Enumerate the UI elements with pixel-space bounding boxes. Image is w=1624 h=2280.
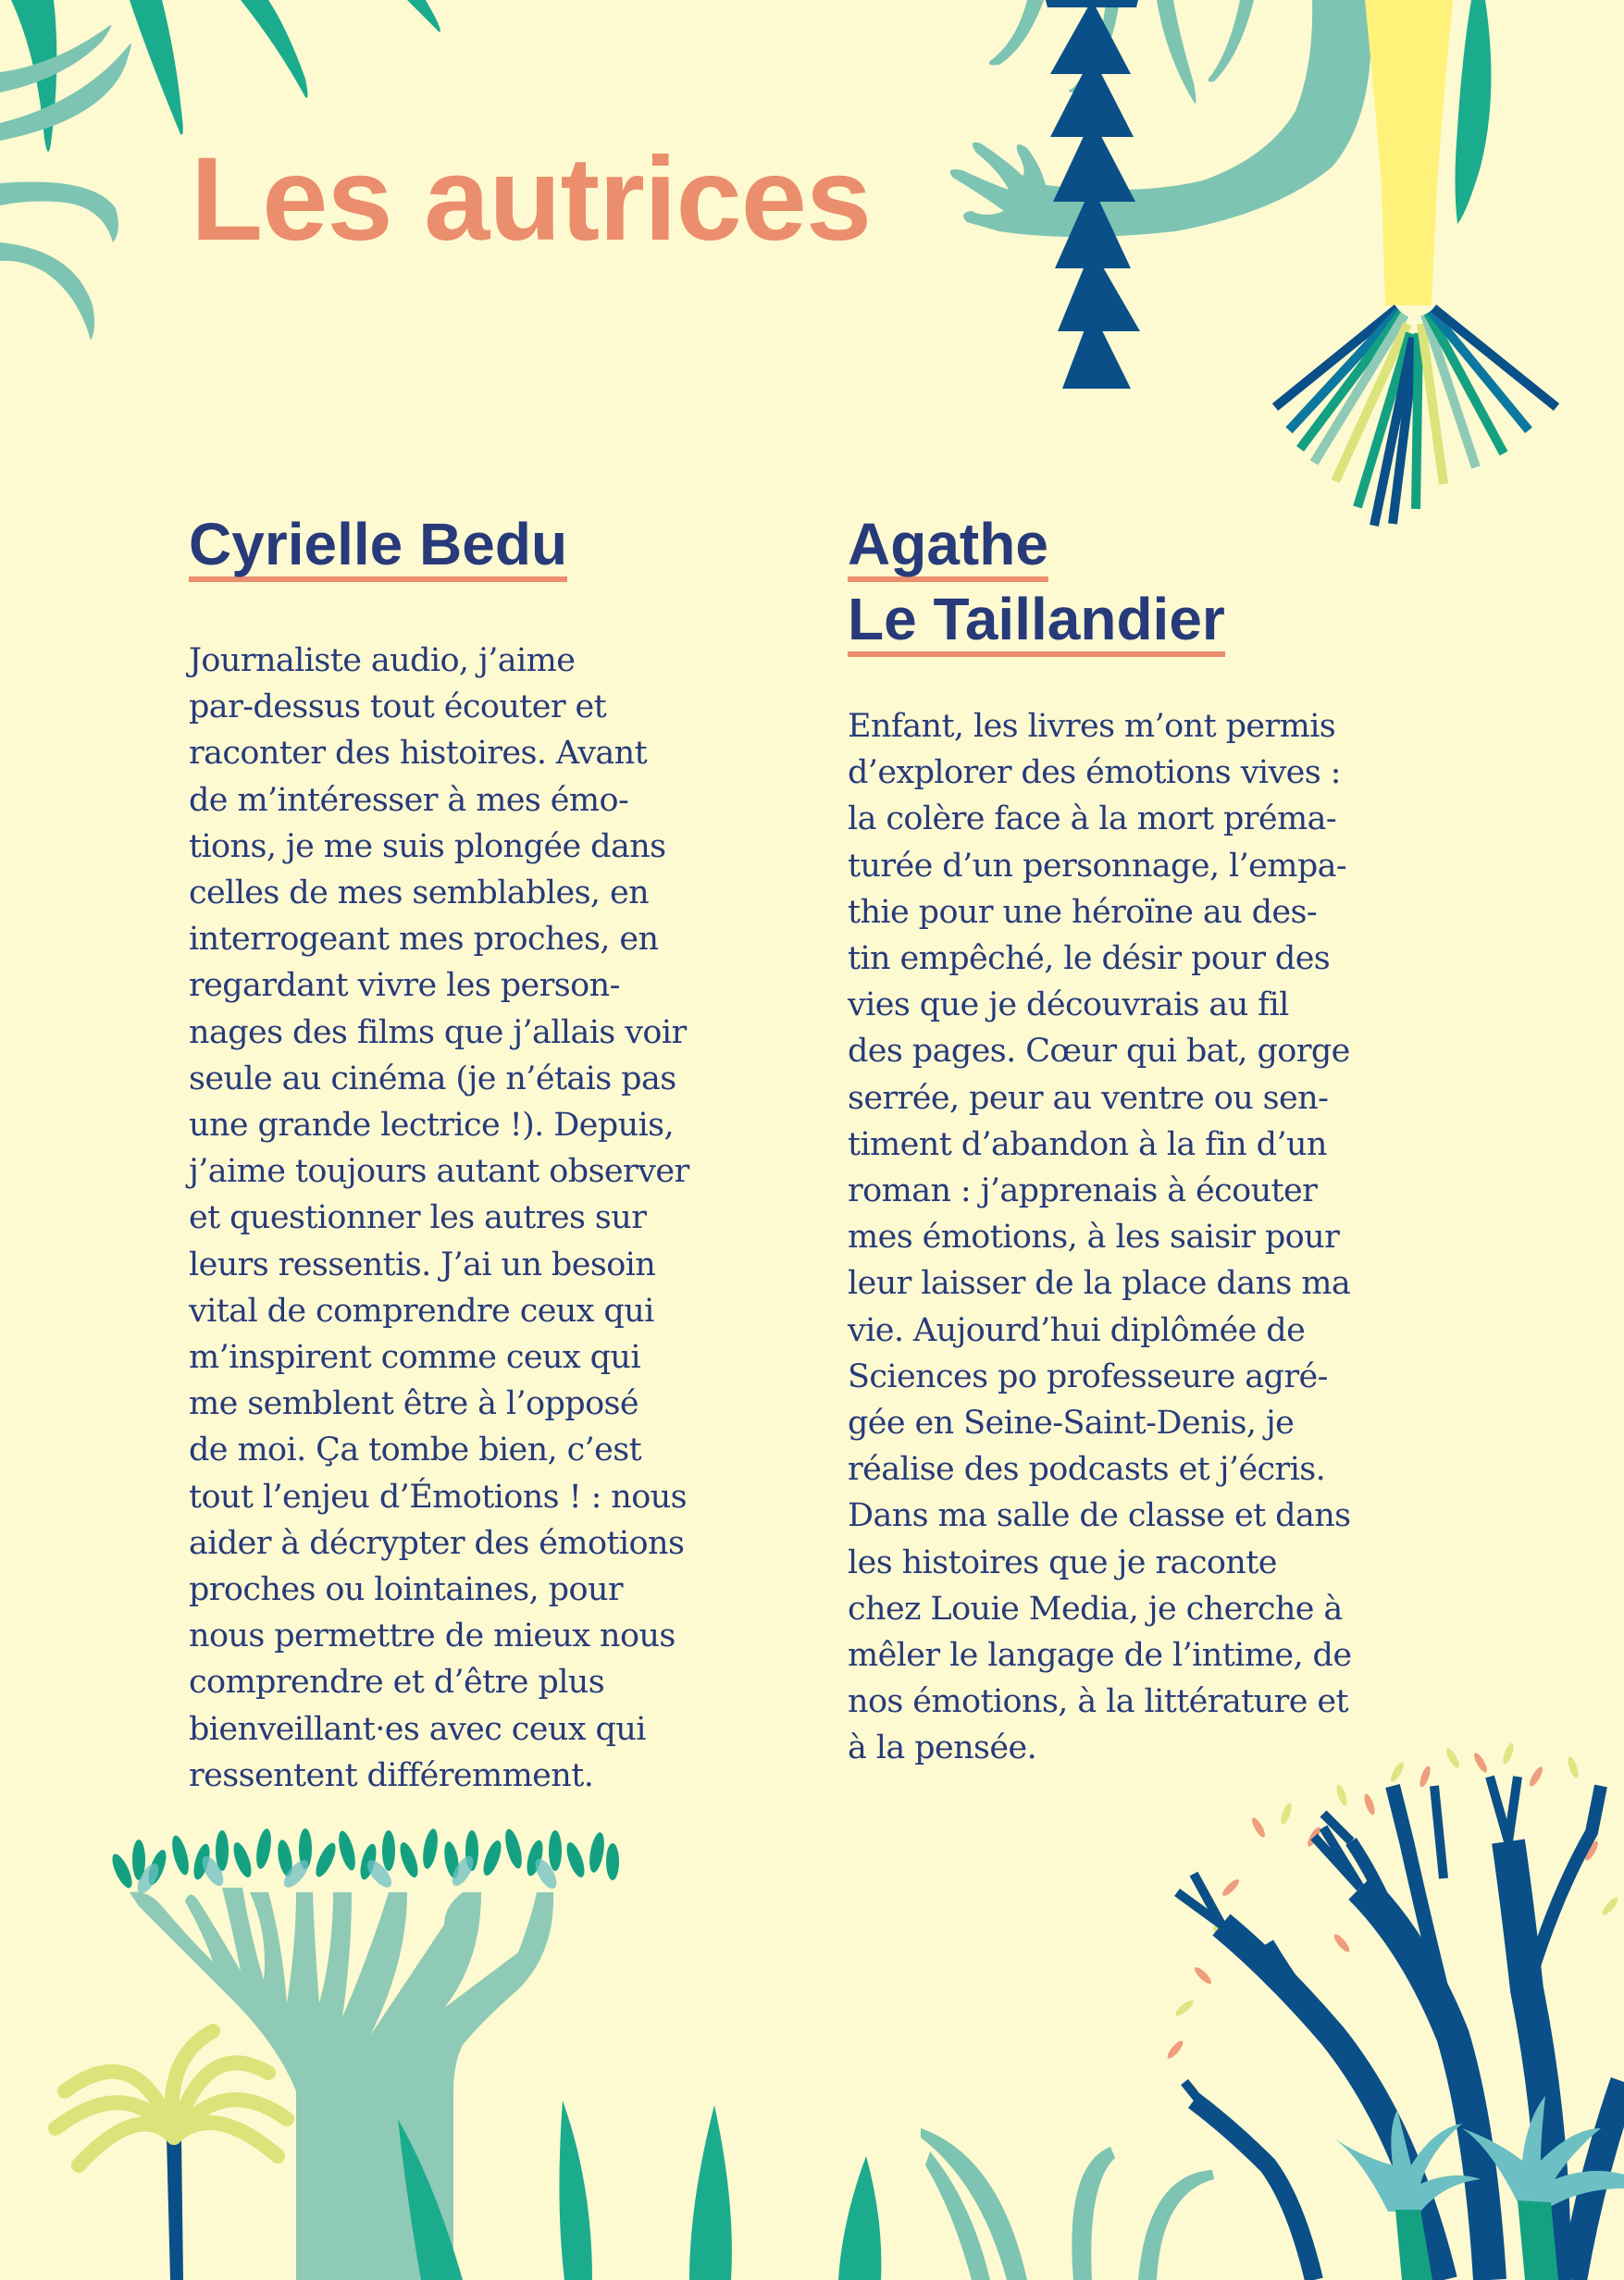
bio-line: par-dessus tout écouter et [189,688,607,726]
bio-line: nous permettre de mieux nous [189,1617,676,1655]
lime-palm-icon [56,2031,287,2280]
bio-line: une grande lectrice !). Depuis, [189,1107,675,1145]
bio-line: mêler le langage de l’intime, de [848,1637,1352,1675]
author-cyrielle-bedu [189,507,818,1799]
bio-line: celles de mes semblables, en [189,874,650,912]
bio-line: vie. Aujourd’hui diplômée de [848,1311,1306,1349]
author-bio [189,638,818,1799]
bio-line: bienveillant·es avec ceux qui [189,1710,646,1748]
page-title: Les autrices [191,133,872,266]
bio-line: réalise des podcasts et j’écris. [848,1451,1326,1489]
bio-line: mes émotions, à les saisir pour [848,1219,1340,1257]
bio-line: ressentent différemment. [189,1756,594,1794]
bio-line: Enfant, les livres m’ont permis [848,708,1336,745]
bio-line: tin empêché, le désir pour des [848,940,1331,978]
bio-line: à la pensée. [848,1729,1037,1767]
bio-line: de moi. Ça tombe bien, c’est [189,1431,642,1469]
bio-line: roman : j’apprenais à écouter [848,1172,1318,1210]
root-fan-icon [1275,0,1556,526]
author-name-line: Le Taillandier [848,587,1225,657]
bio-line: m’inspirent comme ceux qui [189,1339,640,1377]
bio-line: de m’intéresser à mes émo- [189,781,629,819]
bio-line: proches ou lointaines, pour [189,1571,624,1609]
bio-line: timent d’abandon à la fin d’un [848,1125,1327,1163]
bio-line: raconter des histoires. Avant [189,735,648,773]
bio-line: Dans ma salle de classe et dans [848,1497,1351,1535]
dragon-tree-icon [108,1828,619,2280]
bio-line: tout l’enjeu d’Émotions ! : nous [189,1478,687,1516]
bio-line: interrogeant mes proches, en [189,921,659,959]
bio-line: Journaliste audio, j’aime [189,642,576,679]
bio-line: regardant vivre les person- [189,967,620,1005]
bio-line: gée en Seine-Saint-Denis, je [848,1405,1295,1443]
bio-line: d’explorer des émotions vives : [848,754,1341,792]
bio-line: j’aime toujours autant observer [189,1153,689,1191]
bio-line: tions, je me suis plongée dans [189,827,666,865]
author-name-line: Cyrielle Bedu [189,512,567,582]
bio-line: des pages. Cœur qui bat, gorge [848,1033,1350,1071]
bio-line: aider à décrypter des émotions [189,1524,685,1562]
navy-tree-icon [1165,1741,1624,2280]
bio-line: leurs ressentis. J’ai un besoin [189,1245,656,1283]
bio-line: nages des films que j’allais voir [189,1013,687,1051]
bio-line: Sciences po professeure agré- [848,1357,1328,1395]
bio-line: turée d’un personnage, l’empa- [848,847,1347,885]
triangle-tree-icon [1046,0,1140,389]
bio-line: la colère face à la mort préma- [848,800,1337,838]
bio-line: chez Louie Media, je cherche à [848,1590,1343,1628]
author-agathe-le-taillandier [848,507,1477,1772]
bio-line: seule au cinéma (je n’étais pas [189,1059,676,1097]
bio-line: vies que je découvrais au fil [848,986,1289,1024]
bio-line: comprendre et d’être plus [189,1664,605,1702]
author-name-line: Agathe [848,512,1048,582]
author-name [848,507,1477,657]
bio-line: me semblent être à l’opposé [189,1385,639,1423]
bio-line: leur laisser de la place dans ma [848,1265,1351,1303]
bio-line: nos émotions, à la littérature et [848,1683,1348,1721]
grass-blades-icon [398,2100,1214,2280]
bio-line: les histoires que je raconte [848,1543,1277,1581]
author-bio [848,703,1477,1772]
bio-line: vital de comprendre ceux qui [189,1292,654,1330]
bio-line: serrée, peur au ventre ou sen- [848,1079,1329,1117]
bio-line: et questionner les autres sur [189,1199,647,1237]
hand-branch-icon [950,0,1371,237]
bio-line: thie pour une héroïne au des- [848,893,1318,931]
author-name [189,507,818,582]
